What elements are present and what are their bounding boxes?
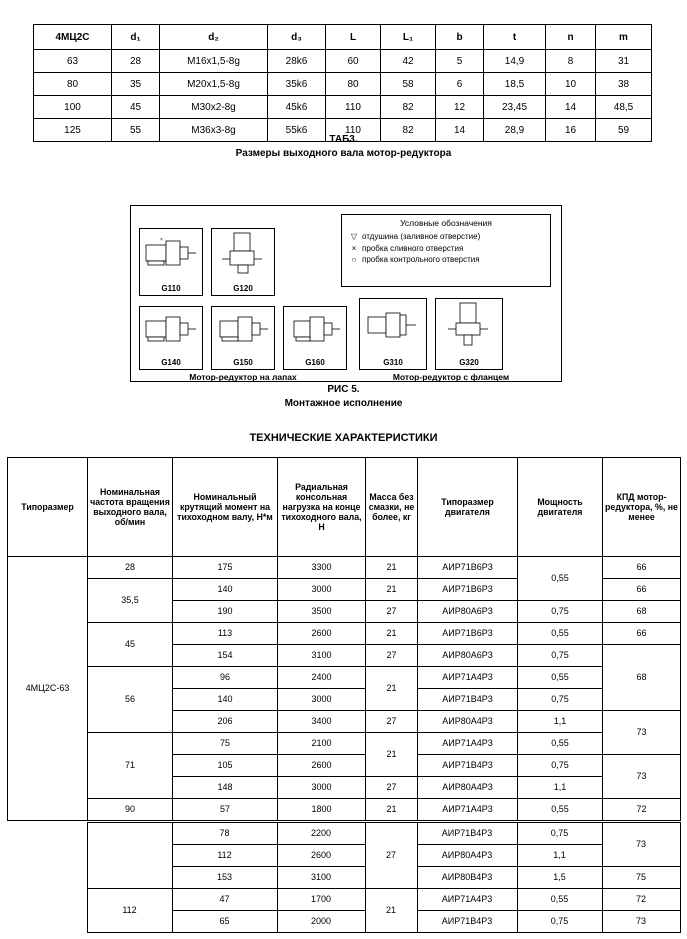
cell-rpm: 71 — [88, 733, 173, 799]
header-mass: Масса без смазки, не более, кг — [366, 458, 418, 557]
cell: 59 — [596, 119, 652, 142]
table-header-row — [34, 25, 652, 50]
cell-power: 1,1 — [518, 711, 603, 733]
cell-rpm: 45 — [88, 623, 173, 667]
cell-eff: 75 — [602, 867, 680, 889]
cell-mass: 21 — [366, 799, 418, 821]
cell-eff: 72 — [603, 799, 681, 821]
variant-label: G310 — [383, 358, 403, 367]
header-cell-0: 4МЦ2С — [34, 25, 112, 50]
cell-power: 0,75 — [518, 689, 603, 711]
cell-rpm: 56 — [88, 667, 173, 733]
gearmotor-pictogram-icon — [140, 229, 202, 279]
cell-eff: 72 — [602, 889, 680, 911]
cell: M30x2-8g — [160, 96, 268, 119]
svg-text:×: × — [160, 237, 163, 243]
cell-power: 1,1 — [518, 777, 603, 799]
cell: 16 — [546, 119, 596, 142]
table-header-row — [8, 458, 681, 557]
cell: 28 — [112, 50, 160, 73]
cell-torque: 112 — [172, 845, 277, 867]
cell-eff: 66 — [603, 623, 681, 645]
legend-item-label: отдушина (заливное отверстие) — [362, 232, 481, 241]
cell-motor: АИР71А4Р3 — [418, 799, 518, 821]
header-cell-3: d₃ — [268, 25, 326, 50]
header-size: Типоразмер — [8, 458, 88, 557]
cell: 45 — [112, 96, 160, 119]
cell-power: 0,55 — [518, 799, 603, 821]
cell-load: 3000 — [278, 777, 366, 799]
cell-torque: 206 — [173, 711, 278, 733]
cell-mass: 21 — [366, 557, 418, 579]
cell-motor: АИР71А4Р3 — [417, 889, 517, 911]
header-rpm: Номинальная частота вращения выходного вала, об/мин — [88, 458, 173, 557]
header-torque: Номинальный крутящий момент на тихоходном валу, Н*м — [173, 458, 278, 557]
cell-mass: 27 — [366, 777, 418, 799]
cell-size-blank — [7, 823, 87, 933]
cell-torque: 190 — [173, 601, 278, 623]
flange-mounted-group-label: Мотор-редуктор с фланцем — [392, 372, 510, 382]
cell: 35 — [112, 73, 160, 96]
cell-power: 0,55 — [518, 557, 603, 601]
breather-symbol-icon: ▽ — [350, 232, 358, 241]
cell-eff: 73 — [602, 823, 680, 867]
legend-item — [346, 244, 546, 253]
cell-power: 1,5 — [517, 867, 602, 889]
cell-load: 2600 — [277, 845, 365, 867]
cell: 14,9 — [484, 50, 546, 73]
cell-torque: 96 — [173, 667, 278, 689]
table-row — [34, 50, 652, 73]
mounting-variant-g150 — [211, 306, 275, 370]
cell-motor: АИР80А4Р3 — [418, 777, 518, 799]
cell: 38 — [596, 73, 652, 96]
header-motor-power: Мощность двигателя — [518, 458, 603, 557]
cell: 18,5 — [484, 73, 546, 96]
cell-motor: АИР71В6Р3 — [418, 623, 518, 645]
cell: M20x1,5-8g — [160, 73, 268, 96]
cell: 60 — [326, 50, 381, 73]
tech-characteristics-continued-table — [7, 822, 681, 933]
variant-label: G320 — [459, 358, 479, 367]
cell: 55 — [112, 119, 160, 142]
cell: 31 — [596, 50, 652, 73]
cell-load: 2400 — [278, 667, 366, 689]
cell-torque: 65 — [172, 911, 277, 933]
cell-torque: 148 — [173, 777, 278, 799]
cell-torque: 75 — [173, 733, 278, 755]
cell-mass: 27 — [366, 601, 418, 623]
cell-load: 3400 — [278, 711, 366, 733]
mounting-variant-g140 — [139, 306, 203, 370]
cell-mass: 21 — [365, 889, 417, 933]
mounting-figure — [130, 205, 562, 382]
cell: 82 — [381, 119, 436, 142]
cell-torque: 78 — [172, 823, 277, 845]
header-cell-5: L₁ — [381, 25, 436, 50]
cell-eff: 68 — [603, 601, 681, 623]
cell-mass: 21 — [366, 667, 418, 711]
cell-load: 2600 — [278, 623, 366, 645]
variant-label: G150 — [233, 358, 253, 367]
table-row — [7, 889, 680, 911]
cell-motor: АИР71В6Р3 — [418, 557, 518, 579]
cell-rpm: 112 — [87, 889, 172, 933]
cell-load: 2000 — [277, 911, 365, 933]
cell: 12 — [436, 96, 484, 119]
drain-plug-symbol-icon: × — [351, 243, 357, 253]
cell-power: 0,75 — [517, 823, 602, 845]
shaft-dimensions-table — [33, 24, 652, 142]
header-cell-9: m — [596, 25, 652, 50]
table3-caption-text: Размеры выходного вала мотор-редуктора — [235, 148, 452, 159]
table-row — [8, 733, 681, 755]
cell-torque: 140 — [173, 579, 278, 601]
control-plug-symbol-icon: ○ — [351, 255, 357, 264]
cell-power: 0,55 — [518, 667, 603, 689]
header-cell-1: d₁ — [112, 25, 160, 50]
legend-item-label: пробка сливного отверстия — [362, 243, 464, 253]
cell: 110 — [326, 96, 381, 119]
cell: 10 — [546, 73, 596, 96]
cell-motor: АИР71В4Р3 — [418, 755, 518, 777]
cell-load: 2600 — [278, 755, 366, 777]
cell-power: 0,55 — [518, 623, 603, 645]
variant-label: G140 — [161, 358, 181, 367]
tech-characteristics-table — [7, 457, 681, 821]
cell-eff: 68 — [603, 645, 681, 711]
shaft-dimensions-table-wrapper — [33, 24, 651, 142]
cell: 6 — [436, 73, 484, 96]
gearmotor-pictogram-icon — [360, 299, 426, 351]
cell-power: 0,55 — [517, 889, 602, 911]
legend-item-label: пробка контрольного отверстия — [362, 255, 480, 264]
cell-mass: 27 — [365, 823, 417, 889]
cell: 45k6 — [268, 96, 326, 119]
header-cell-8: n — [546, 25, 596, 50]
cell-eff: 66 — [603, 579, 681, 601]
cell-motor: АИР80В4Р3 — [417, 867, 517, 889]
cell-mass: 27 — [366, 645, 418, 667]
cell: 42 — [381, 50, 436, 73]
cell: 80 — [326, 73, 381, 96]
header-cell-2: d₂ — [160, 25, 268, 50]
cell-torque: 154 — [173, 645, 278, 667]
mounting-variant-g120 — [211, 228, 275, 296]
cell-power: 0,55 — [518, 733, 603, 755]
cell-mass: 21 — [366, 579, 418, 601]
cell-load: 3000 — [278, 579, 366, 601]
cell-rpm: 28 — [88, 557, 173, 579]
table-row — [34, 96, 652, 119]
cell-torque: 105 — [173, 755, 278, 777]
cell-mass: 27 — [366, 711, 418, 733]
cell: 8 — [546, 50, 596, 73]
cell-power: 0,75 — [517, 911, 602, 933]
cell-load: 2100 — [278, 733, 366, 755]
cell-motor: АИР80А6Р3 — [418, 601, 518, 623]
legend-item — [346, 255, 546, 264]
cell: 14 — [546, 96, 596, 119]
table-row — [34, 73, 652, 96]
cell-motor: АИР80А6Р3 — [418, 645, 518, 667]
cell-power: 0,75 — [518, 601, 603, 623]
variant-label: G160 — [305, 358, 325, 367]
cell-rpm — [87, 823, 172, 889]
figure-legend — [341, 214, 551, 287]
cell-power: 1,1 — [517, 845, 602, 867]
cell-load: 3300 — [278, 557, 366, 579]
table-row — [8, 623, 681, 645]
header-motor-size: Типоразмер двигателя — [418, 458, 518, 557]
mounting-variant-g320 — [435, 298, 503, 370]
mounting-variant-g310 — [359, 298, 427, 370]
cell: M36x3-8g — [160, 119, 268, 142]
cell-rpm: 90 — [88, 799, 173, 821]
figure-caption-label: РИС 5. — [327, 384, 360, 395]
cell: 23,45 — [484, 96, 546, 119]
cell: 5 — [436, 50, 484, 73]
cell-eff: 73 — [603, 711, 681, 755]
cell-mass: 21 — [366, 733, 418, 777]
tech-characteristics-continued-wrapper — [7, 822, 680, 933]
cell-rpm: 35,5 — [88, 579, 173, 623]
cell-torque: 57 — [173, 799, 278, 821]
cell: 55k6 — [268, 119, 326, 142]
cell: 35k6 — [268, 73, 326, 96]
cell-motor: АИР71А4Р3 — [418, 733, 518, 755]
cell-eff: 73 — [602, 911, 680, 933]
gearmotor-pictogram-icon — [140, 307, 202, 353]
cell-eff: 66 — [603, 557, 681, 579]
figure-caption-text: Монтажное исполнение — [284, 398, 403, 409]
header-cell-4: L — [326, 25, 381, 50]
table-row — [8, 799, 681, 821]
cell-load: 3000 — [278, 689, 366, 711]
header-efficiency: КПД мотор-редуктора, %, не менее — [603, 458, 681, 557]
gearmotor-pictogram-icon — [212, 307, 274, 353]
table-row — [8, 557, 681, 579]
cell: 82 — [381, 96, 436, 119]
table3-caption-label: ТАБ3. — [329, 134, 358, 145]
table-row — [7, 823, 680, 845]
gearmotor-pictogram-icon — [436, 299, 502, 351]
cell-load: 1700 — [277, 889, 365, 911]
cell-load: 1800 — [278, 799, 366, 821]
cell-size: 4МЦ2С-63 — [8, 557, 88, 821]
cell: 14 — [436, 119, 484, 142]
section-title: ТЕХНИЧЕСКИЕ ХАРАКТЕРИСТИКИ — [249, 432, 438, 444]
cell-motor: АИР71В6Р3 — [418, 579, 518, 601]
cell-load: 3500 — [278, 601, 366, 623]
cell-torque: 153 — [172, 867, 277, 889]
cell: 125 — [34, 119, 112, 142]
cell-power: 0,75 — [518, 755, 603, 777]
cell-power: 0,75 — [518, 645, 603, 667]
mounting-variant-g160 — [283, 306, 347, 370]
cell-torque: 140 — [173, 689, 278, 711]
variant-label: G110 — [161, 284, 181, 293]
cell: 28k6 — [268, 50, 326, 73]
cell: 48,5 — [596, 96, 652, 119]
cell: 28,9 — [484, 119, 546, 142]
cell-load: 3100 — [277, 867, 365, 889]
cell-eff: 73 — [603, 755, 681, 799]
cell: M16x1,5-8g — [160, 50, 268, 73]
header-radial-load: Радиальная консольная нагрузка на конце тихоходного вала, Н — [278, 458, 366, 557]
legend-item — [346, 232, 546, 241]
foot-mounted-group-label: Мотор-редуктор на лапах — [189, 372, 297, 382]
cell-motor: АИР71А4Р3 — [418, 667, 518, 689]
cell: 100 — [34, 96, 112, 119]
cell: 110 — [326, 119, 381, 142]
cell-motor: АИР80А4Р3 — [417, 845, 517, 867]
gearmotor-pictogram-icon — [284, 307, 346, 353]
cell: 80 — [34, 73, 112, 96]
table-row — [8, 667, 681, 689]
cell-torque: 175 — [173, 557, 278, 579]
legend-title: Условные обозначения — [400, 218, 492, 228]
cell: 58 — [381, 73, 436, 96]
cell-mass: 21 — [366, 623, 418, 645]
cell-motor: АИР71В4Р3 — [417, 911, 517, 933]
header-cell-7: t — [484, 25, 546, 50]
cell-motor: АИР71В4Р3 — [418, 689, 518, 711]
cell-load: 3100 — [278, 645, 366, 667]
cell-motor: АИР71В4Р3 — [417, 823, 517, 845]
cell: 63 — [34, 50, 112, 73]
mounting-variant-g110 — [139, 228, 203, 296]
cell-torque: 47 — [172, 889, 277, 911]
header-cell-6: b — [436, 25, 484, 50]
variant-label: G120 — [233, 284, 253, 293]
cell-torque: 113 — [173, 623, 278, 645]
cell-motor: АИР80А4Р3 — [418, 711, 518, 733]
cell-load: 2200 — [277, 823, 365, 845]
tech-characteristics-table-wrapper — [7, 457, 680, 821]
gearmotor-pictogram-icon — [212, 229, 274, 279]
